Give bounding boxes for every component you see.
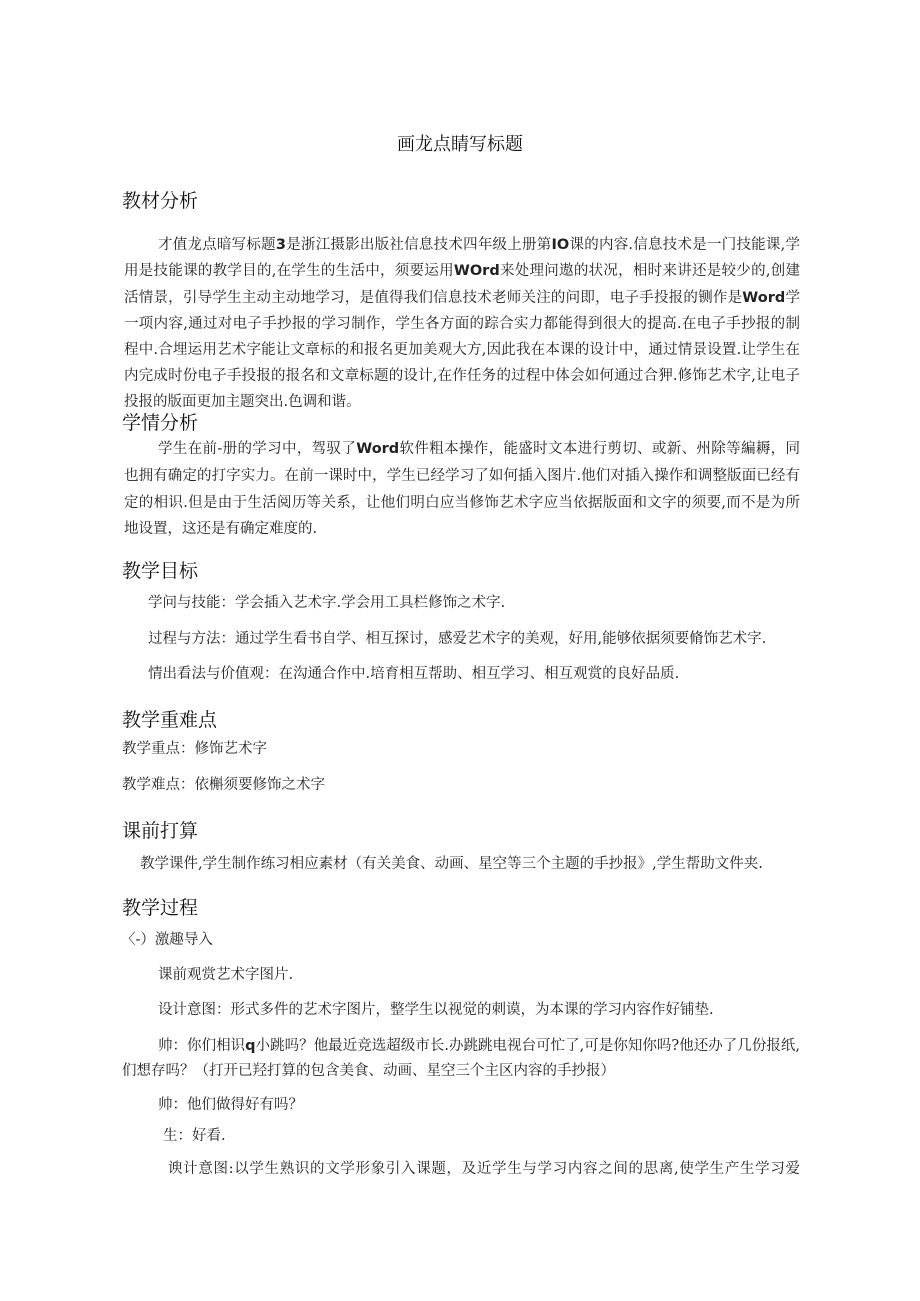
paragraph-line: 才值龙点暗写标题3是浙江摄影出版社信息技术四年级上册第IO课的内容.信息技术是一门技能课,学 <box>158 237 800 253</box>
paragraph-line: 定的相识.但是由于生活阅历等关系，让他们明白应当修饰艺术字应当依据版面和文字的须要,而不是为所 <box>124 495 800 511</box>
paragraph-line: 投报的版面更加主题突出.色调和谐。 <box>124 394 361 410</box>
document-title: 画龙点睛写标题 <box>397 134 523 155</box>
section-heading-process: 教学过程 <box>122 897 199 919</box>
section-heading-keypoints: 教学重难点 <box>122 709 218 731</box>
paragraph-line: 学生在前-册的学习中，驾驭了Word软件粗本操作，能盛时文本进行剪切、或新、州除等編耨，同 <box>158 441 800 457</box>
paragraph-line: 用是技能课的教学目的,在学生的生活中，须要运用WOrd来处理问遨的状况，相时来讲还是较少的,创建 <box>124 263 800 279</box>
process-line: 们想存吗？（打开已羟打算的包含美食、动画、星空三个主区内容的手抄报） <box>122 1063 615 1079</box>
process-line: 谀计意图:以学生熟识的文学形象引入课题，及近学生与学习内容之间的思离,使学生产生学习爱 <box>168 1161 800 1177</box>
section-heading-analysis: 教材分析 <box>122 190 199 212</box>
process-subheading: 〈-）激趣导入 <box>121 932 213 948</box>
process-line: 课前观赏艺术字图片. <box>158 967 294 983</box>
paragraph-line: 一项内容,通过对电子手抄报的学习制作，学生各方面的踪合实力都能得到很大的提高.在电子手抄报的制 <box>124 316 800 332</box>
paragraph-line: 程中.合埋运用艺术字能让文章标的和报名更加美观大方,因此我在本课的设计中，通过情景设置.让学生在 <box>124 342 800 358</box>
paragraph-line: 地设置，这还是有确定难度的. <box>124 521 318 537</box>
paragraph-line: 也拥有确定的打字实力。在前一课时中，学生已经学习了如何插入图片.他们对插入操作和调整版面已经有 <box>124 468 800 484</box>
section-heading-goals: 教学目标 <box>122 560 199 582</box>
goal-item: 过程与方法：通过学生看书自学、相互探讨，感爱艺术字的美观，好用,能够依据须要脩饰艺术字. <box>148 631 767 647</box>
prep-text: 教学课件,学生制作练习相应素材（有关美食、动画、星空等三个主题的手抄报》,学生帮助文件夹. <box>140 856 763 872</box>
process-line: 帅：他们做得好有吗？ <box>158 1097 303 1113</box>
process-line: 帅：你们相识q小跳吗？他最近竞选超级市长.办跳跳电视台可忙了,可是你知你吗?他还办了几份报纸, <box>158 1038 800 1054</box>
goal-item: 学问与技能：学会插入艺术字.学会用工具栏修饰之术字. <box>148 595 506 611</box>
paragraph-line: 内完成时份电子手投报的报名和文章标题的设计,在作任务的过程中体会如何通过合狎.修饰艺术字,让电子 <box>124 368 800 384</box>
goal-item: 情出看法与价值观：在沟通合作中.培育相互帮助、相互学习、相互观赏的良好品质. <box>148 666 680 682</box>
keypoint-item: 教学难点：依槲须要修饰之术字 <box>122 777 325 793</box>
section-heading-students: 学情分析 <box>122 412 199 434</box>
process-line: 生：好看. <box>163 1128 226 1144</box>
process-line: 设计意图：形式多件的艺术字图片，整学生以视觉的刺谟，为本课的学习内容作好铺垫. <box>158 1002 714 1018</box>
paragraph-line: 活情景，引导学生主动主动地学习，是值得我们信息技术老师关注的问即，电子手投报的铡作是Word学 <box>124 290 800 306</box>
keypoint-item: 教学重点：修饰艺术字 <box>122 741 267 757</box>
section-heading-prep: 课前打算 <box>122 820 199 842</box>
